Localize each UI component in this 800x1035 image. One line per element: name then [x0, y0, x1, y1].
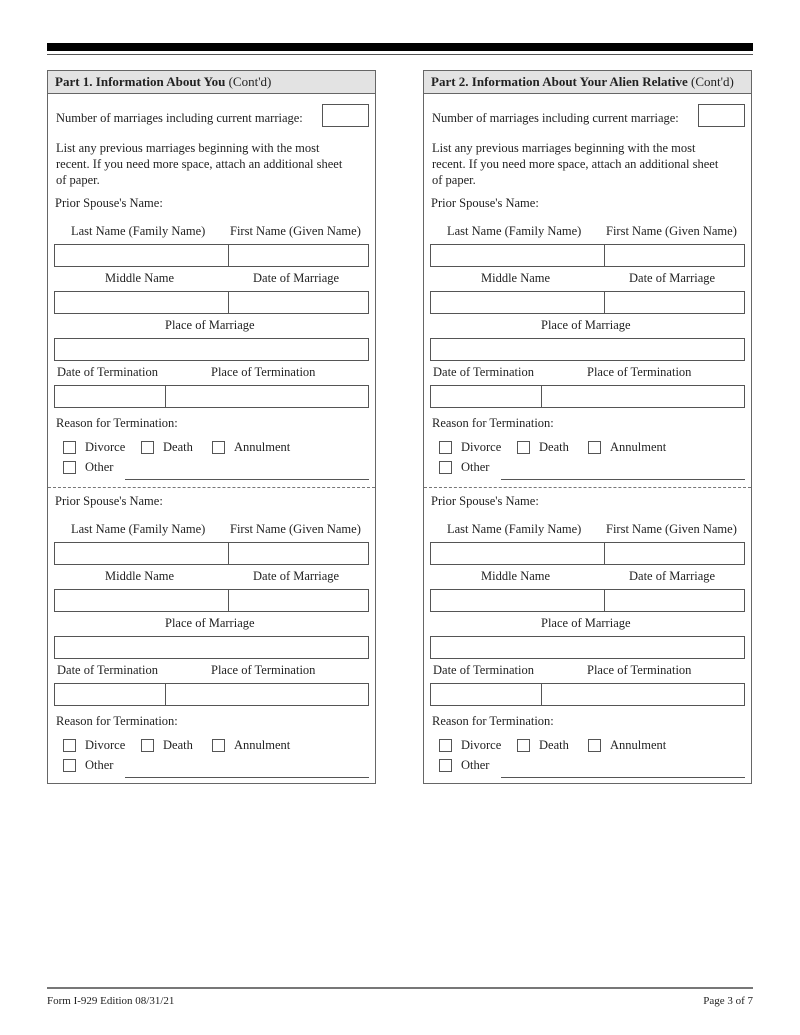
divorce-checkbox[interactable]	[63, 441, 76, 454]
annulment-label: Annulment	[610, 440, 667, 454]
first-name-label: First Name (Given Name)	[230, 224, 361, 238]
spouse-1-middle-date-fields[interactable]	[54, 291, 369, 314]
panel-title: Part 2. Information About Your Alien Relative	[431, 74, 688, 89]
spouse-2-place-of-marriage-input[interactable]	[54, 636, 369, 659]
place-of-marriage-label: Place of Marriage	[541, 318, 631, 332]
field-divider	[228, 245, 229, 266]
panel-title: Part 1. Information About You	[55, 74, 226, 89]
place-of-marriage-label: Place of Marriage	[541, 616, 631, 630]
death-checkbox[interactable]	[141, 441, 154, 454]
date-of-termination-label: Date of Termination	[433, 663, 534, 677]
divorce-label: Divorce	[85, 738, 126, 752]
spouse-2-name-fields[interactable]	[54, 542, 369, 565]
last-name-label: Last Name (Family Name)	[71, 224, 206, 238]
panel-title-suffix: (Cont'd)	[225, 74, 272, 89]
field-divider	[228, 543, 229, 564]
num-marriages-input[interactable]	[698, 104, 745, 127]
field-divider	[604, 292, 605, 313]
death-label: Death	[539, 738, 569, 752]
other-reason-input[interactable]	[501, 777, 745, 778]
date-of-marriage-label: Date of Marriage	[253, 271, 340, 285]
middle-name-label: Middle Name	[105, 271, 175, 285]
death-label: Death	[163, 440, 193, 454]
spouse-1-name-fields[interactable]	[54, 244, 369, 267]
instructions-line: of paper.	[432, 173, 476, 187]
death-label: Death	[539, 440, 569, 454]
divorce-label: Divorce	[461, 738, 502, 752]
section-divider	[424, 487, 751, 488]
annulment-label: Annulment	[234, 738, 291, 752]
other-label: Other	[85, 758, 114, 772]
spouse-2-name-fields[interactable]	[430, 542, 745, 565]
field-divider	[541, 386, 542, 407]
spouse-2-middle-date-fields[interactable]	[430, 589, 745, 612]
death-label: Death	[163, 738, 193, 752]
spouse-1-place-of-marriage-input[interactable]	[54, 338, 369, 361]
middle-name-label: Middle Name	[481, 271, 551, 285]
field-divider	[604, 590, 605, 611]
top-rule	[47, 43, 753, 51]
reason-label: Reason for Termination:	[56, 714, 178, 728]
date-of-termination-label: Date of Termination	[57, 365, 158, 379]
spouse-2-label: Prior Spouse's Name:	[55, 494, 163, 508]
num-marriages-input[interactable]	[322, 104, 369, 127]
other-reason-input[interactable]	[501, 479, 745, 480]
spouse-1-termination-fields[interactable]	[54, 385, 369, 408]
annulment-checkbox[interactable]	[588, 441, 601, 454]
instructions-line: recent. If you need more space, attach an additional sheet	[432, 157, 719, 171]
annulment-label: Annulment	[610, 738, 667, 752]
field-divider	[165, 684, 166, 705]
instructions-line: of paper.	[56, 173, 100, 187]
annulment-checkbox[interactable]	[588, 739, 601, 752]
first-name-label: First Name (Given Name)	[230, 522, 361, 536]
num-marriages-label: Number of marriages including current marriage:	[56, 111, 303, 125]
annulment-checkbox[interactable]	[212, 441, 225, 454]
middle-name-label: Middle Name	[105, 569, 175, 583]
spouse-1-termination-fields[interactable]	[430, 385, 745, 408]
divorce-label: Divorce	[461, 440, 502, 454]
other-label: Other	[85, 460, 114, 474]
spouse-1-label: Prior Spouse's Name:	[431, 196, 539, 210]
divorce-checkbox[interactable]	[439, 441, 452, 454]
other-reason-input[interactable]	[125, 777, 369, 778]
spouse-1-name-fields[interactable]	[430, 244, 745, 267]
date-of-termination-label: Date of Termination	[433, 365, 534, 379]
instructions-line: recent. If you need more space, attach an additional sheet	[56, 157, 343, 171]
spouse-1-label: Prior Spouse's Name:	[55, 196, 163, 210]
divorce-checkbox[interactable]	[439, 739, 452, 752]
reason-label: Reason for Termination:	[432, 714, 554, 728]
other-checkbox[interactable]	[63, 759, 76, 772]
annulment-checkbox[interactable]	[212, 739, 225, 752]
death-checkbox[interactable]	[141, 739, 154, 752]
death-checkbox[interactable]	[517, 739, 530, 752]
panel-header	[48, 71, 375, 94]
panel-title-suffix: (Cont'd)	[687, 74, 734, 89]
spouse-1-place-of-marriage-input[interactable]	[430, 338, 745, 361]
section-divider	[48, 487, 375, 488]
spouse-2-termination-fields[interactable]	[430, 683, 745, 706]
first-name-label: First Name (Given Name)	[606, 224, 737, 238]
date-of-termination-label: Date of Termination	[57, 663, 158, 677]
top-thin-rule	[47, 54, 753, 55]
field-divider	[541, 684, 542, 705]
spouse-2-place-of-marriage-input[interactable]	[430, 636, 745, 659]
other-label: Other	[461, 460, 490, 474]
panel-2	[423, 70, 752, 784]
field-divider	[228, 292, 229, 313]
other-reason-input[interactable]	[125, 479, 369, 480]
other-checkbox[interactable]	[439, 461, 452, 474]
page-number: Page 3 of 7	[703, 995, 753, 1007]
form-edition: Form I-929 Edition 08/31/21	[47, 995, 175, 1007]
date-of-marriage-label: Date of Marriage	[253, 569, 340, 583]
divorce-checkbox[interactable]	[63, 739, 76, 752]
field-divider	[604, 245, 605, 266]
place-of-marriage-label: Place of Marriage	[165, 616, 255, 630]
divorce-label: Divorce	[85, 440, 126, 454]
place-of-termination-label: Place of Termination	[211, 365, 316, 379]
place-of-marriage-label: Place of Marriage	[165, 318, 255, 332]
date-of-marriage-label: Date of Marriage	[629, 569, 716, 583]
instructions-line: List any previous marriages beginning with the most	[56, 141, 320, 155]
num-marriages-label: Number of marriages including current marriage:	[432, 111, 679, 125]
spouse-2-label: Prior Spouse's Name:	[431, 494, 539, 508]
place-of-termination-label: Place of Termination	[587, 365, 692, 379]
field-divider	[165, 386, 166, 407]
reason-label: Reason for Termination:	[432, 416, 554, 430]
other-checkbox[interactable]	[439, 759, 452, 772]
date-of-marriage-label: Date of Marriage	[629, 271, 716, 285]
instructions-line: List any previous marriages beginning with the most	[432, 141, 696, 155]
other-checkbox[interactable]	[63, 461, 76, 474]
death-checkbox[interactable]	[517, 441, 530, 454]
spouse-2-termination-fields[interactable]	[54, 683, 369, 706]
panel-header	[424, 71, 751, 94]
last-name-label: Last Name (Family Name)	[447, 522, 582, 536]
first-name-label: First Name (Given Name)	[606, 522, 737, 536]
middle-name-label: Middle Name	[481, 569, 551, 583]
spouse-2-middle-date-fields[interactable]	[54, 589, 369, 612]
place-of-termination-label: Place of Termination	[211, 663, 316, 677]
last-name-label: Last Name (Family Name)	[447, 224, 582, 238]
reason-label: Reason for Termination:	[56, 416, 178, 430]
field-divider	[604, 543, 605, 564]
field-divider	[228, 590, 229, 611]
spouse-1-middle-date-fields[interactable]	[430, 291, 745, 314]
last-name-label: Last Name (Family Name)	[71, 522, 206, 536]
panel-1	[47, 70, 376, 784]
other-label: Other	[461, 758, 490, 772]
footer-rule	[47, 987, 753, 989]
place-of-termination-label: Place of Termination	[587, 663, 692, 677]
annulment-label: Annulment	[234, 440, 291, 454]
